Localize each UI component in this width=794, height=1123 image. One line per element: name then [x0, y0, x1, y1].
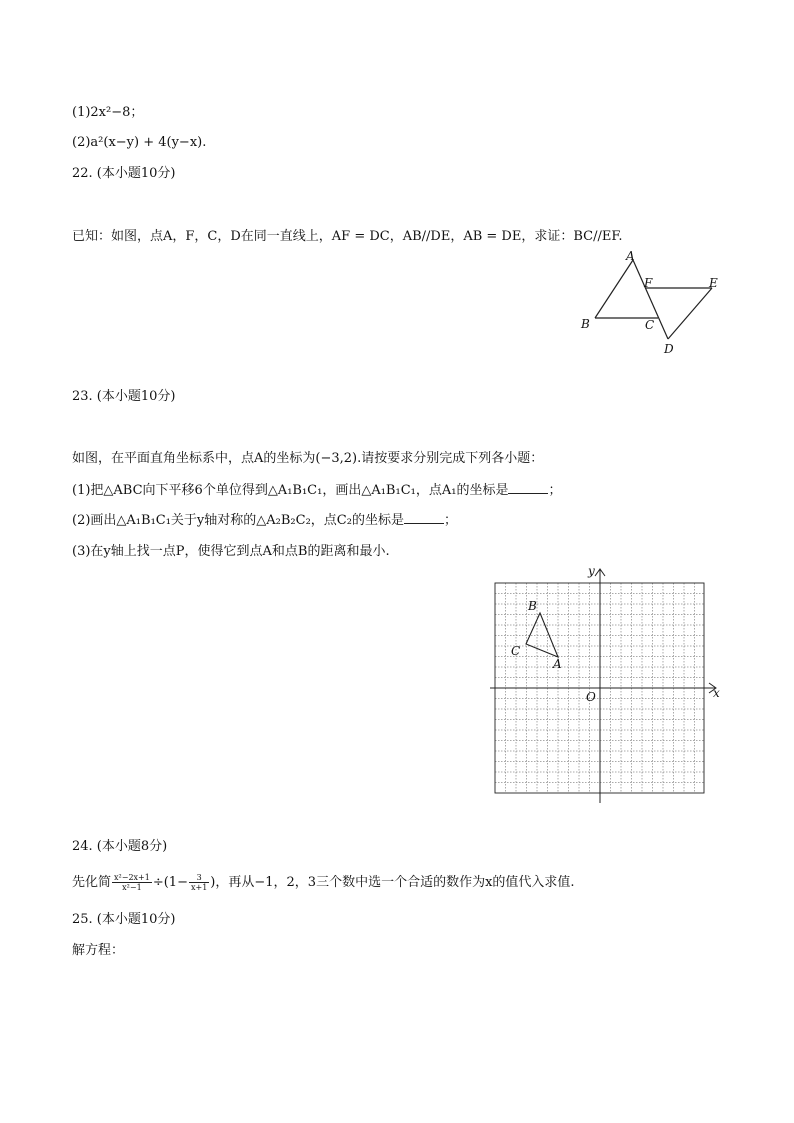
fraction-2-denominator: x+1 — [190, 883, 208, 892]
answer-blank-c2[interactable] — [404, 511, 444, 524]
answer-blank-a1[interactable] — [508, 481, 548, 494]
q23-part3: (3)在y轴上找一点P，使得它到点A和点B的距离和最小. — [72, 544, 390, 559]
q23-coordinate-grid — [485, 563, 725, 808]
q25-header: 25. (本小题10分) — [72, 912, 176, 927]
q24-header: 24. (本小题8分) — [72, 839, 168, 854]
triangle-abc — [526, 613, 558, 657]
q22-header: 22. (本小题10分) — [72, 166, 176, 181]
q22-statement: 已知：如图，点A，F，C，D在同一直线上，AF = DC，AB//DE，AB = DE，求证：BC//EF. — [72, 229, 623, 244]
label-f: F — [644, 276, 653, 290]
q23-intro: 如图，在平面直角坐标系中，点A的坐标为(−3,2).请按要求分别完成下列各小题： — [72, 451, 544, 466]
q23-part1-end: ； — [548, 483, 562, 498]
q23-part1 — [72, 481, 561, 500]
label-c: C — [645, 318, 655, 332]
q23-part2-end: ； — [443, 513, 457, 528]
point-a-label: A — [553, 657, 562, 671]
q24-text-a: 先化简 — [72, 875, 112, 890]
y-axis-label: y — [588, 564, 595, 578]
label-d: D — [664, 342, 674, 356]
fraction-2-numerator: 3 — [189, 873, 209, 883]
label-a: A — [626, 249, 635, 263]
x-axis-label: x — [713, 686, 720, 700]
q21-item-2: (2)a²(x−y) + 4(y−x). — [72, 135, 207, 150]
point-c-label: C — [511, 644, 521, 658]
q24-text-c: )，再从−1，2，3三个数中选一个合适的数作为x的值代入求值. — [210, 875, 575, 890]
q25-text: 解方程： — [72, 943, 125, 958]
fraction-1-denominator: x²−1 — [122, 883, 142, 892]
fraction-1 — [112, 873, 152, 892]
fraction-2 — [189, 873, 209, 892]
q24-text-b: ÷(1− — [152, 875, 188, 890]
label-e: E — [709, 276, 718, 290]
fraction-1-numerator: x²−2x+1 — [114, 873, 150, 882]
point-b-label: B — [528, 599, 537, 613]
q24-text — [72, 872, 575, 894]
q23-part1-text: (1)把△ABC向下平移6个单位得到△A₁B₁C₁，画出△A₁B₁C₁，点A₁的坐标是 — [72, 483, 509, 498]
segment-ed — [668, 288, 712, 339]
q21-item-1: (1)2x²−8； — [72, 105, 144, 120]
q23-part2 — [72, 511, 457, 530]
origin-label: O — [586, 690, 596, 704]
q22-figure — [575, 248, 745, 358]
label-b: B — [581, 317, 590, 331]
q23-header: 23. (本小题10分) — [72, 389, 176, 404]
segment-ab — [595, 260, 633, 318]
q23-part2-text: (2)画出△A₁B₁C₁关于y轴对称的△A₂B₂C₂，点C₂的坐标是 — [72, 513, 404, 528]
